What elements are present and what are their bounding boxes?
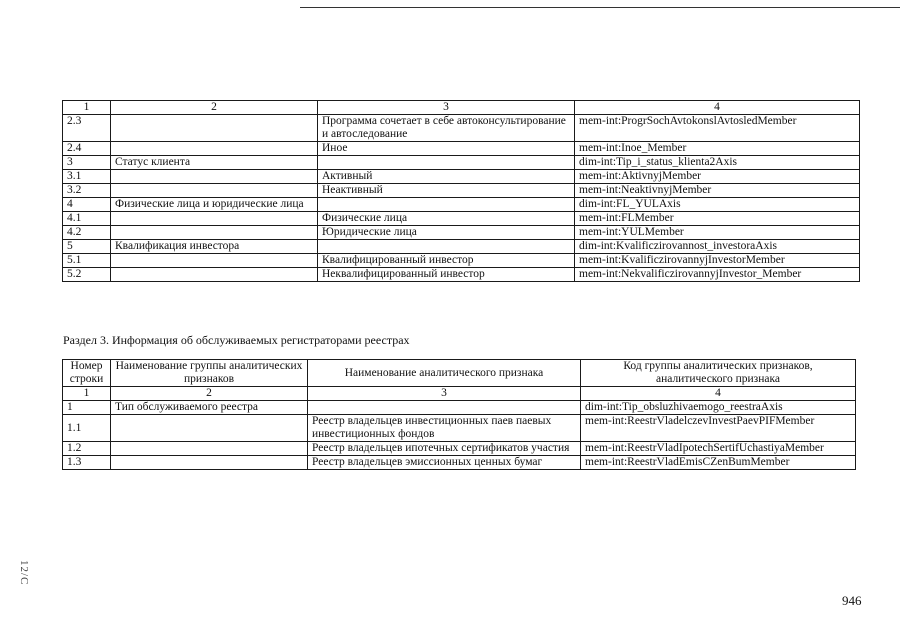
attribute-code: mem-int:ReestrVladelczevInvestPaevPIFMember: [581, 415, 856, 442]
row-number: 5: [63, 240, 111, 254]
group-name: [111, 142, 318, 156]
attribute-name: Квалифицированный инвестор: [318, 254, 575, 268]
group-name: [111, 268, 318, 282]
attribute-code: dim-int:Tip_obsluzhivaemogo_reestraAxis: [581, 401, 856, 415]
attribute-name: [308, 401, 581, 415]
group-name: [111, 115, 318, 142]
row-number: 2.3: [63, 115, 111, 142]
column-number: 4: [581, 387, 856, 401]
column-number-row: [63, 101, 860, 115]
row-number: 1: [63, 401, 111, 415]
table-row: [63, 442, 856, 456]
attribute-code: mem-int:ReestrVladEmisCZenBumMember: [581, 456, 856, 470]
group-name: [111, 170, 318, 184]
table-row: [63, 401, 856, 415]
attributes-table-continued: [62, 100, 860, 282]
attribute-name: Программа сочетает в себе автоконсультирование и автоследование: [318, 115, 575, 142]
group-name: [111, 415, 308, 442]
group-name: [111, 254, 318, 268]
attribute-name: Иное: [318, 142, 575, 156]
attribute-name: [318, 240, 575, 254]
column-number: 2: [111, 101, 318, 115]
table-row: [63, 415, 856, 442]
top-rule: [300, 7, 900, 8]
column-number: 3: [308, 387, 581, 401]
group-name: Статус клиента: [111, 156, 318, 170]
row-number: 1.1: [63, 415, 111, 442]
table-row: [63, 184, 860, 198]
table-row: [63, 268, 860, 282]
attribute-name: Реестр владельцев ипотечных сертификатов участия: [308, 442, 581, 456]
table-row: [63, 254, 860, 268]
column-number: 2: [111, 387, 308, 401]
margin-mark: 12/C: [18, 560, 30, 586]
column-number: 4: [575, 101, 860, 115]
attribute-name: [318, 198, 575, 212]
column-number: 1: [63, 387, 111, 401]
column-number: 3: [318, 101, 575, 115]
attribute-name: [318, 156, 575, 170]
attribute-code: mem-int:AktivnyjMember: [575, 170, 860, 184]
group-name: Тип обслуживаемого реестра: [111, 401, 308, 415]
attribute-code: mem-int:ProgrSochAvtokonslAvtosledMember: [575, 115, 860, 142]
group-name: [111, 226, 318, 240]
table-row: [63, 142, 860, 156]
row-number: 3.1: [63, 170, 111, 184]
header-row: [63, 360, 856, 387]
header-attribute-name: Наименование аналитического признака: [308, 360, 581, 387]
attribute-code: mem-int:NekvalificzirovannyjInvestor_Member: [575, 268, 860, 282]
attribute-code: dim-int:Kvalificzirovannost_investoraAxis: [575, 240, 860, 254]
attribute-name: Физические лица: [318, 212, 575, 226]
table-row: [63, 212, 860, 226]
row-number: 4.2: [63, 226, 111, 240]
attribute-name: Неактивный: [318, 184, 575, 198]
attribute-code: mem-int:ReestrVladIpotechSertifUchastiyaMember: [581, 442, 856, 456]
attribute-code: dim-int:Tip_i_status_klienta2Axis: [575, 156, 860, 170]
row-number: 1.3: [63, 456, 111, 470]
row-number: 2.4: [63, 142, 111, 156]
group-name: [111, 442, 308, 456]
table-row: [63, 240, 860, 254]
table-row: [63, 198, 860, 212]
page-number: 946: [842, 593, 862, 608]
column-number-row: [63, 387, 856, 401]
group-name: [111, 212, 318, 226]
attribute-code: mem-int:FLMember: [575, 212, 860, 226]
column-number: 1: [63, 101, 111, 115]
attribute-name: Неквалифицированный инвестор: [318, 268, 575, 282]
row-number: 5.2: [63, 268, 111, 282]
header-group-name: Наименование группы аналитических признаков: [111, 360, 308, 387]
attribute-name: Активный: [318, 170, 575, 184]
registries-table: [62, 359, 856, 470]
section-caption: Раздел 3. Информация об обслуживаемых регистраторами реестрах: [63, 333, 410, 347]
group-name: Квалификация инвестора: [111, 240, 318, 254]
row-number: 4: [63, 198, 111, 212]
table-row: [63, 226, 860, 240]
attribute-code: mem-int:Inoe_Member: [575, 142, 860, 156]
row-number: 5.1: [63, 254, 111, 268]
table-row: [63, 115, 860, 142]
header-code: Код группы аналитических признаков, аналитического признака: [581, 360, 856, 387]
attribute-name: Юридические лица: [318, 226, 575, 240]
table-row: [63, 456, 856, 470]
attribute-code: mem-int:YULMember: [575, 226, 860, 240]
row-number: 1.2: [63, 442, 111, 456]
group-name: Физические лица и юридические лица: [111, 198, 318, 212]
attribute-code: mem-int:KvalificzirovannyjInvestorMember: [575, 254, 860, 268]
table-row: [63, 156, 860, 170]
table-row: [63, 170, 860, 184]
group-name: [111, 456, 308, 470]
attribute-name: Реестр владельцев эмиссионных ценных бумаг: [308, 456, 581, 470]
attribute-code: dim-int:FL_YULAxis: [575, 198, 860, 212]
row-number: 4.1: [63, 212, 111, 226]
attribute-code: mem-int:NeaktivnyjMember: [575, 184, 860, 198]
group-name: [111, 184, 318, 198]
attribute-name: Реестр владельцев инвестиционных паев паевых инвестиционных фондов: [308, 415, 581, 442]
row-number: 3.2: [63, 184, 111, 198]
row-number: 3: [63, 156, 111, 170]
header-row-number: Номер строки: [63, 360, 111, 387]
